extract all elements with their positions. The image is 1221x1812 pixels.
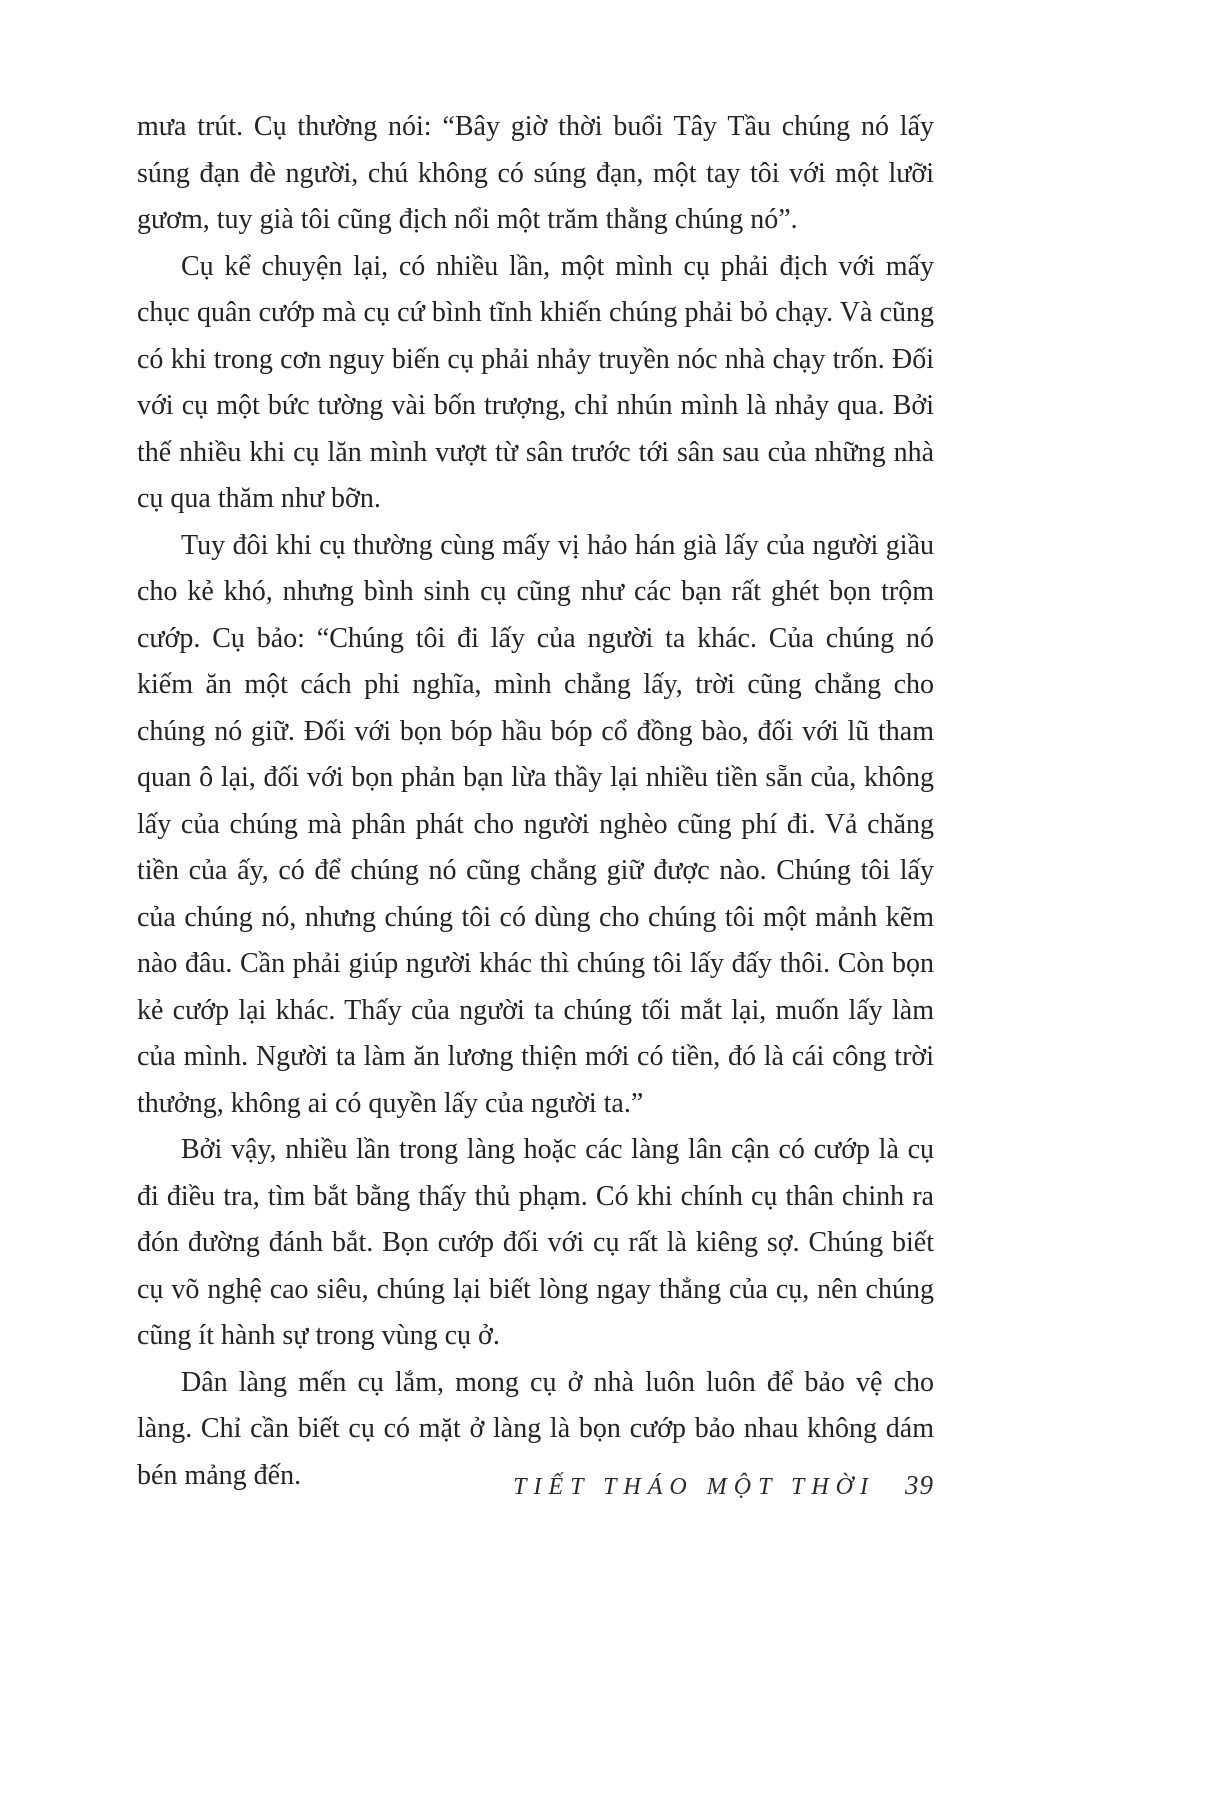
running-footer [137, 1470, 934, 1501]
paragraph: Cụ kể chuyện lại, có nhiều lần, một mình cụ phải địch với mấy chục quân cướp mà cụ cứ bình tĩnh khiến chúng phải bỏ chạy. Và cũng có khi trong cơn nguy biến cụ phải nhảy truyền nóc nhà chạy trốn. Đối với cụ một bức tường vài bốn trượng, chỉ nhún mình là nhảy qua. Bởi thế nhiều khi cụ lăn mình vượt từ sân trước tới sân sau của những nhà cụ qua thăm như bỡn. [137, 250, 934, 514]
page-text-block [137, 104, 934, 1499]
paragraph: Dân làng mến cụ lắm, mong cụ ở nhà luôn luôn để bảo vệ cho làng. Chỉ cần biết cụ có mặt ở làng là bọn cướp bảo nhau không dám bén mảng đến. [137, 1366, 934, 1491]
paragraph: Tuy đôi khi cụ thường cùng mấy vị hảo hán già lấy của người giầu cho kẻ khó, nhưng bình sinh cụ cũng như các bạn rất ghét bọn trộm cướp. Cụ bảo: “Chúng tôi đi lấy của người ta khác. Của chúng nó kiếm ăn một cách phi nghĩa, mình chẳng lấy, trời cũng chẳng cho chúng nó giữ. Đối với bọn bóp hầu bóp cổ đồng bào, đối với lũ tham quan ô lại, đối với bọn phản bạn lừa thầy lại nhiều tiền sẵn của, không lấy của chúng mà phân phát cho người nghèo cũng phí đi. Vả chăng tiền của ấy, có để chúng nó cũng chẳng giữ được nào. Chúng tôi lấy của chúng nó, nhưng chúng tôi có dùng cho chúng tôi một mảnh kẽm nào đâu. Cần phải giúp người khác thì chúng tôi lấy đấy thôi. Còn bọn kẻ cướp lại khác. Thấy của người ta chúng tối mắt lại, muốn lấy làm của mình. Người ta làm ăn lương thiện mới có tiền, đó là cái công trời thưởng, không ai có quyền lấy của người ta.” [137, 529, 934, 1119]
paragraph-continuation: mưa trút. Cụ thường nói: “Bây giờ thời buổi Tây Tầu chúng nó lấy súng đạn đè người, chú không có súng đạn, một tay tôi với một lưỡi gươm, tuy già tôi cũng địch nổi một trăm thằng chúng nó”. [137, 111, 934, 235]
running-footer-book-title: TIẾT THÁO MỘT THỜI [513, 1474, 875, 1500]
page-number: 39 [905, 1470, 934, 1500]
paragraph: Bởi vậy, nhiều lần trong làng hoặc các làng lân cận có cướp là cụ đi điều tra, tìm bắt bằng thấy thủ phạm. Có khi chính cụ thân chinh ra đón đường đánh bắt. Bọn cướp đối với cụ rất là kiêng sợ. Chúng biết cụ võ nghệ cao siêu, chúng lại biết lòng ngay thẳng của cụ, nên chúng cũng ít hành sự trong vùng cụ ở. [137, 1134, 934, 1351]
